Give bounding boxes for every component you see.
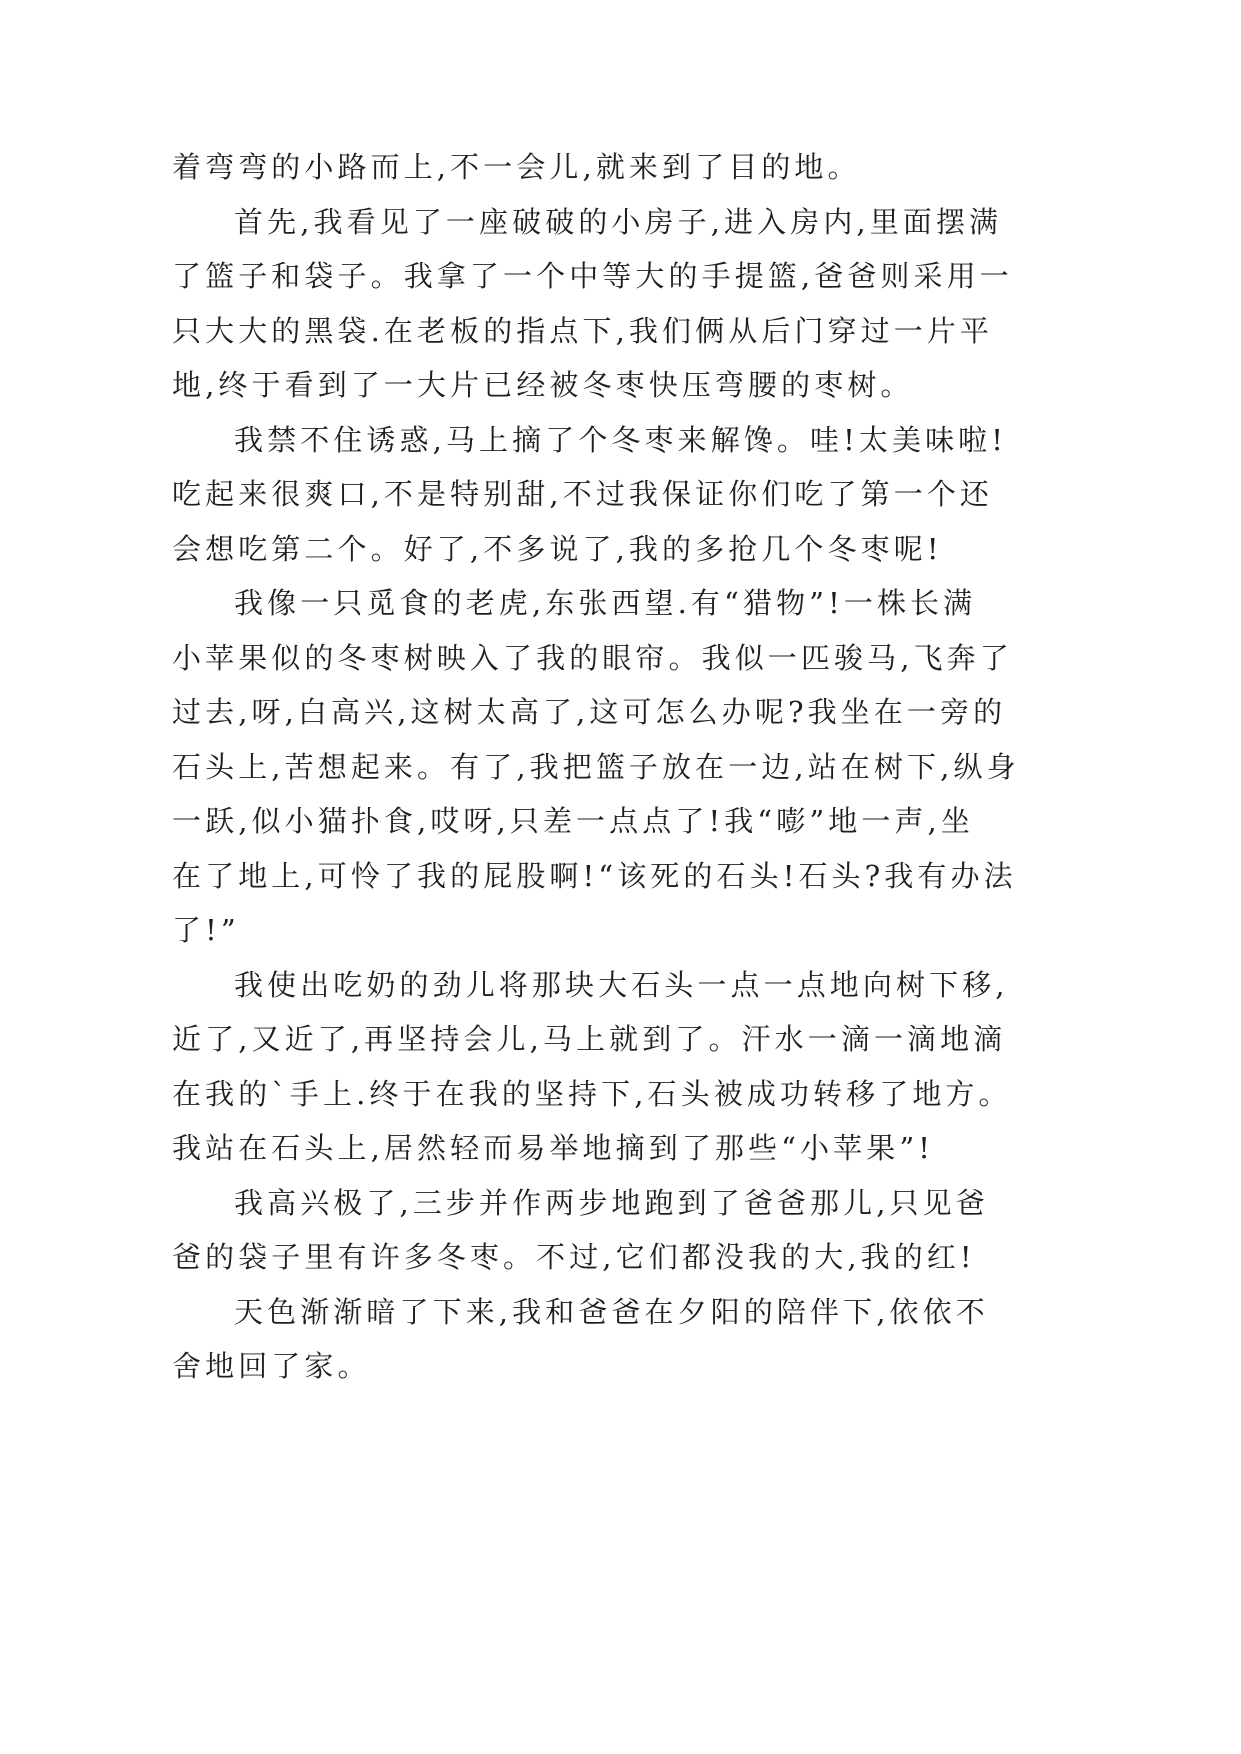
- text-line: 过去,呀,白高兴,这树太高了,这可怎么办呢?我坐在一旁的: [172, 695, 1007, 729]
- text-line: 首先,我看见了一座破破的小房子,进入房内,里面摆满: [234, 204, 1003, 239]
- text-line: 地,终于看到了一大片已经被冬枣快压弯腰的枣树。: [172, 368, 914, 402]
- essay-body: [172, 140, 1020, 1394]
- text-line: 了!”: [172, 913, 240, 947]
- text-line: 我使出吃奶的劲儿将那块大石头一点一点地向树下移,: [234, 967, 1009, 1002]
- text-line: 小苹果似的冬枣树映入了我的眼帘。我似一匹骏马,飞奔了: [172, 640, 1013, 675]
- text-line: 吃起来很爽口,不是特别甜,不过我保证你们吃了第一个还: [172, 477, 994, 511]
- text-line: 了篮子和袋子。我拿了一个中等大的手提篮,爸爸则采用一: [172, 259, 1013, 293]
- text-line: 只大大的黑袋.在老板的指点下,我们俩从后门穿过一片平: [172, 313, 994, 348]
- text-line: 天色渐渐暗了下来,我和爸爸在夕阳的陪伴下,依依不: [234, 1294, 989, 1329]
- text-line: 在了地上,可怜了我的屁股啊!“该死的石头!石头?我有办法: [172, 858, 1017, 893]
- text-line: 石头上,苦想起来。有了,我把篮子放在一边,站在树下,纵身: [172, 749, 1020, 784]
- text-line: 舍地回了家。: [172, 1349, 371, 1383]
- text-line: 爸的袋子里有许多冬枣。不过,它们都没我的大,我的红!: [172, 1240, 976, 1274]
- text-line: 我站在石头上,居然轻而易举地摘到了那些“小苹果”!: [172, 1131, 935, 1165]
- text-line: 近了,又近了,再坚持会儿,马上就到了。汗水一滴一滴地滴: [172, 1022, 1007, 1056]
- text-line: 我高兴极了,三步并作两步地跑到了爸爸那儿,只见爸: [234, 1185, 989, 1220]
- text-line: 在我的`手上.终于在我的坚持下,石头被成功转移了地方。: [172, 1076, 1012, 1111]
- text-line: 会想吃第二个。好了,不多说了,我的多抢几个冬枣呢!: [172, 531, 943, 566]
- text-line: 我像一只觅食的老虎,东张西望.有“猎物”!一株长满: [234, 586, 977, 620]
- text-line: 一跃,似小猫扑食,哎呀,只差一点点了!我“嘭”地一声,坐: [172, 804, 974, 838]
- text-line: 我禁不住诱惑,马上摘了个冬枣来解馋。哇!太美味啦!: [234, 422, 1008, 457]
- text-line: 着弯弯的小路而上,不一会儿,就来到了目的地。: [172, 150, 861, 184]
